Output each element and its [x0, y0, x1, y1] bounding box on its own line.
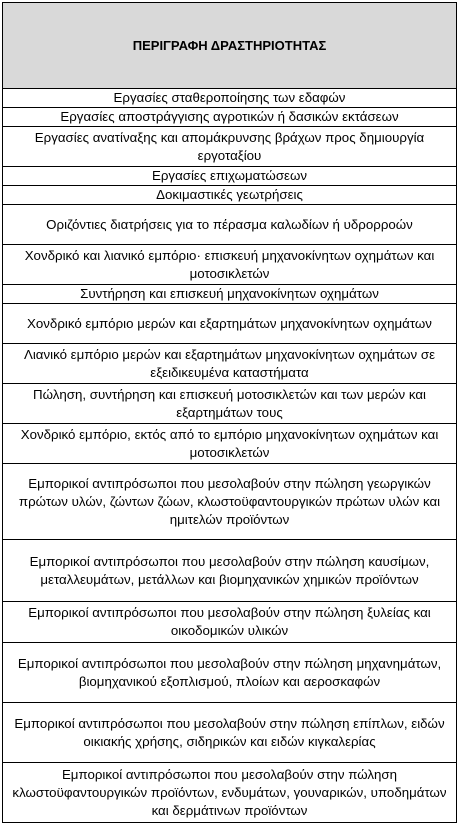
table-cell: Εργασίες επιχωματώσεων — [3, 167, 457, 186]
table-row — [3, 167, 457, 186]
table-cell: Δοκιμαστικές γεωτρήσεις — [3, 186, 457, 205]
table-cell: Εμπορικοί αντιπρόσωποι που μεσολαβούν στην πώληση καυσίμων, μεταλλευμάτων, μετάλλων και βιομηχανικών χημικών προϊόντων — [3, 540, 457, 602]
table-row — [3, 643, 457, 703]
table-row — [3, 245, 457, 285]
table-cell: Εργασίες αποστράγγισης αγροτικών ή δασικών εκτάσεων — [3, 108, 457, 127]
table-row — [3, 89, 457, 108]
table-row — [3, 464, 457, 540]
table-row — [3, 127, 457, 167]
table-cell: Χονδρικό εμπόριο, εκτός από το εμπόριο μηχανοκίνητων οχημάτων και μοτοσικλετών — [3, 424, 457, 464]
table-cell: Συντήρηση και επισκευή μηχανοκίνητων οχημάτων — [3, 285, 457, 304]
table-cell: Οριζόντιες διατρήσεις για το πέρασμα καλωδίων ή υδρορροών — [3, 205, 457, 245]
table-row — [3, 602, 457, 643]
table-cell: Εμπορικοί αντιπρόσωποι που μεσολαβούν στην πώληση κλωστοϋφαντουργικών προϊόντων, ενδυμάτων, γουναρικών, υποδημάτων και δερμάτινων προϊόντων — [3, 763, 457, 823]
table-row — [3, 344, 457, 384]
activity-table-document — [2, 2, 457, 823]
column-header-activity-description: ΠΕΡΙΓΡΑΦΗ ΔΡΑΣΤΗΡΙΟΤΗΤΑΣ — [3, 3, 457, 89]
table-cell: Λιανικό εμπόριο μερών και εξαρτημάτων μηχανοκίνητων οχημάτων σε εξειδικευμένα καταστήματα — [3, 344, 457, 384]
table-row — [3, 285, 457, 304]
table-cell: Χονδρικό και λιανικό εμπόριο· επισκευή μηχανοκίνητων οχημάτων και μοτοσικλετών — [3, 245, 457, 285]
table-row — [3, 424, 457, 464]
table-row — [3, 186, 457, 205]
table-row — [3, 384, 457, 424]
table-cell: Εργασίες ανατίναξης και απομάκρυνσης βράχων προς δημιουργία εργοταξίου — [3, 127, 457, 167]
table-row — [3, 540, 457, 602]
table-cell: Εμπορικοί αντιπρόσωποι που μεσολαβούν στην πώληση ξυλείας και οικοδομικών υλικών — [3, 602, 457, 643]
table-header-row — [3, 3, 457, 89]
table-row — [3, 703, 457, 763]
table-cell: Εμπορικοί αντιπρόσωποι που μεσολαβούν στην πώληση γεωργικών πρώτων υλών, ζώντων ζώων, κλωστοϋφαντουργικών πρώτων υλών και ημιτελών προϊόντων — [3, 464, 457, 540]
table-row — [3, 205, 457, 245]
table-cell: Εμπορικοί αντιπρόσωποι που μεσολαβούν στην πώληση μηχανημάτων, βιομηχανικού εξοπλισμού, πλοίων και αεροσκαφών — [3, 643, 457, 703]
table-row — [3, 304, 457, 344]
table-cell: Χονδρικό εμπόριο μερών και εξαρτημάτων μηχανοκίνητων οχημάτων — [3, 304, 457, 344]
table-cell: Εργασίες σταθεροποίησης των εδαφών — [3, 89, 457, 108]
table-row — [3, 763, 457, 823]
table-cell: Εμπορικοί αντιπρόσωποι που μεσολαβούν στην πώληση επίπλων, ειδών οικιακής χρήσης, σιδηρικών και ειδών κιγκαλερίας — [3, 703, 457, 763]
table-cell: Πώληση, συντήρηση και επισκευή μοτοσικλετών και των μερών και εξαρτημάτων τους — [3, 384, 457, 424]
activity-table — [2, 2, 457, 823]
table-row — [3, 108, 457, 127]
